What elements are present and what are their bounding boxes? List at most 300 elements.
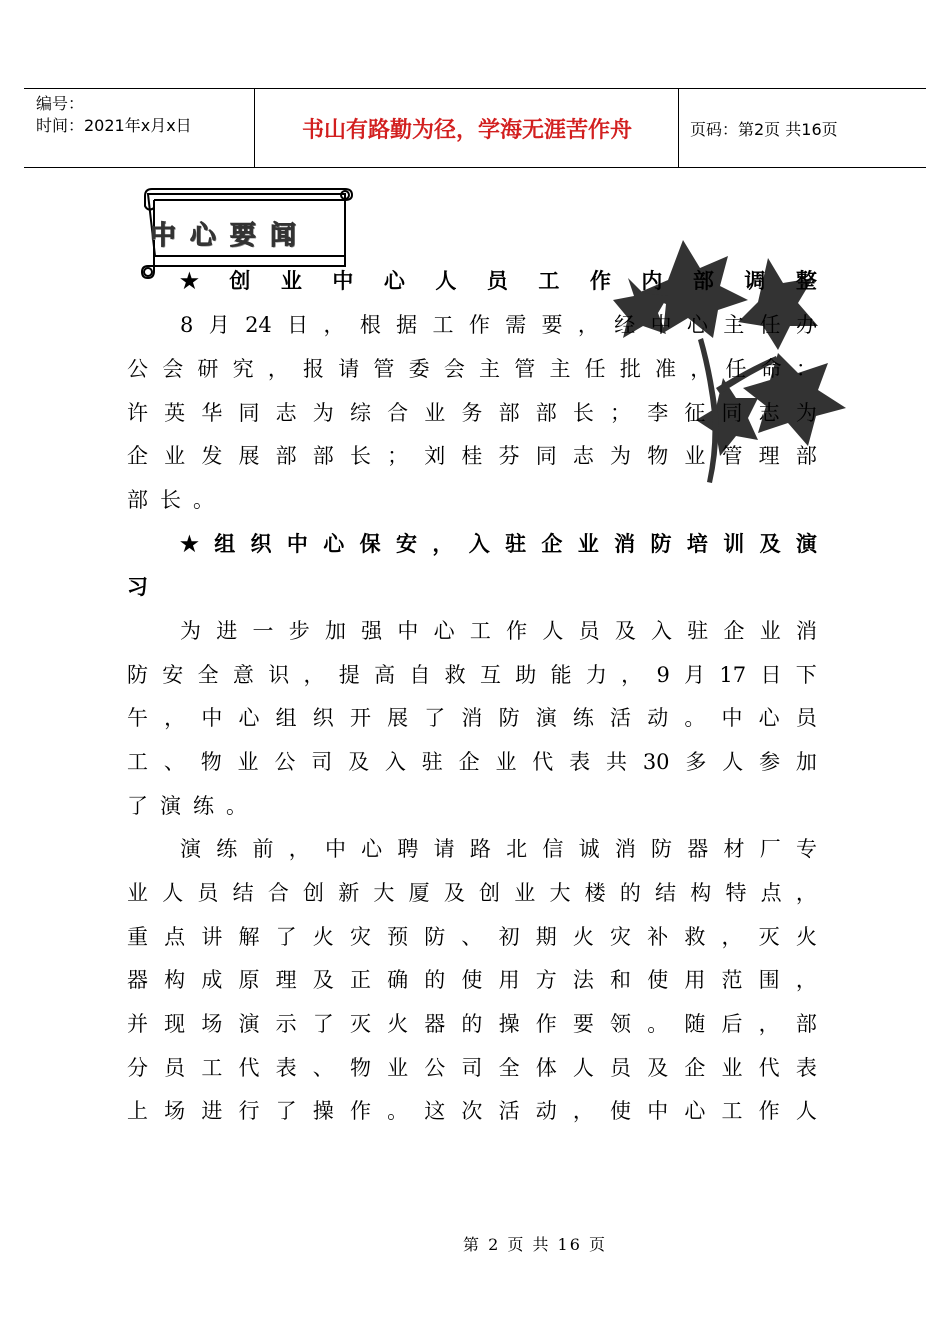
paragraph-line — [127, 485, 817, 515]
text-glyph: 操 — [312, 1099, 334, 1123]
text-glyph: 创 — [479, 881, 501, 905]
text-glyph: 业 — [684, 444, 706, 468]
text-glyph: 路 — [469, 837, 491, 861]
text-glyph: 司 — [311, 750, 333, 774]
text-glyph: 同 — [535, 444, 557, 468]
text-glyph: 期 — [535, 925, 557, 949]
text-glyph: 作 — [758, 1099, 780, 1123]
header-meta — [36, 93, 251, 137]
text-glyph: 结 — [232, 881, 254, 905]
text-glyph: 专 — [795, 837, 817, 861]
text-glyph: 业 — [759, 619, 781, 643]
paragraph-line — [127, 878, 817, 908]
text-glyph: 材 — [723, 837, 745, 861]
text-glyph: 现 — [164, 1012, 186, 1036]
text-glyph: 企 — [684, 1056, 706, 1080]
text-glyph: ， — [432, 531, 454, 556]
text-glyph: 及 — [443, 881, 465, 905]
text-glyph: 工 — [538, 268, 560, 293]
text-glyph: 步 — [288, 619, 310, 643]
text-glyph: 午 — [127, 706, 148, 730]
text-glyph: 这 — [424, 1099, 446, 1123]
paragraph-line — [127, 965, 817, 995]
text-glyph: 及 — [647, 1056, 669, 1080]
text-glyph: 练 — [193, 794, 214, 818]
text-glyph: 作 — [589, 268, 611, 293]
text-glyph: 管 — [721, 444, 743, 468]
text-glyph: 特 — [725, 881, 747, 905]
document-header — [24, 88, 926, 168]
text-glyph: 请 — [433, 837, 455, 861]
heading-staff-adjustment — [180, 266, 817, 296]
text-glyph: 高 — [374, 663, 396, 687]
text-glyph: 业 — [127, 881, 148, 905]
text-glyph: 及 — [348, 750, 370, 774]
page-info: 页码：第2页 共16页 — [690, 119, 838, 139]
text-glyph: 厂 — [759, 837, 781, 861]
text-glyph: 创 — [229, 268, 251, 293]
text-glyph: 业 — [514, 881, 536, 905]
text-glyph: 人 — [572, 1056, 594, 1080]
text-glyph: ， — [267, 357, 289, 381]
text-glyph: 示 — [275, 1012, 297, 1036]
text-glyph: 消 — [614, 531, 636, 556]
text-glyph: ： — [795, 357, 817, 381]
text-glyph: 长 — [349, 444, 371, 468]
paragraph-line — [127, 747, 817, 777]
text-glyph: 大 — [373, 881, 395, 905]
text-glyph: 物 — [200, 750, 222, 774]
text-glyph: 任 — [725, 357, 747, 381]
text-glyph: 加 — [795, 750, 817, 774]
text-glyph: 动 — [535, 1099, 557, 1123]
text-glyph: 经 — [614, 313, 636, 337]
text-glyph: 业 — [495, 750, 517, 774]
text-glyph: 中 — [721, 706, 743, 730]
text-glyph: 驻 — [687, 619, 709, 643]
text-glyph: 演 — [795, 531, 817, 556]
paragraph-line — [127, 922, 817, 952]
text-glyph: 人 — [162, 881, 184, 905]
text-glyph: 后 — [721, 1012, 743, 1036]
text-glyph: 驻 — [505, 531, 527, 556]
text-glyph: 企 — [458, 750, 480, 774]
text-glyph: 动 — [647, 706, 669, 730]
text-glyph: 安 — [395, 531, 417, 556]
heading-fire-drill — [180, 529, 817, 559]
text-glyph: 组 — [214, 531, 236, 556]
text-glyph: 、 — [163, 750, 185, 774]
text-glyph: 任 — [584, 357, 606, 381]
text-glyph: 心 — [686, 313, 708, 337]
text-glyph: 器 — [127, 968, 148, 992]
text-glyph: 方 — [535, 968, 557, 992]
text-glyph: 理 — [758, 444, 780, 468]
paragraph-line — [180, 616, 817, 646]
text-glyph: 批 — [619, 357, 641, 381]
text-glyph: 长 — [160, 488, 181, 512]
text-glyph: 部 — [498, 401, 520, 425]
text-glyph: 部 — [535, 401, 557, 425]
text-glyph: 办 — [795, 313, 817, 337]
text-glyph: 综 — [349, 401, 371, 425]
text-glyph: 主 — [723, 313, 745, 337]
text-glyph: 。 — [647, 1012, 669, 1036]
text-glyph: 大 — [549, 881, 571, 905]
text-glyph: 。 — [193, 488, 214, 512]
text-glyph: 救 — [444, 663, 466, 687]
text-glyph: 志 — [572, 444, 594, 468]
text-glyph: 征 — [684, 401, 706, 425]
text-glyph: 入 — [651, 619, 673, 643]
text-glyph: 志 — [275, 401, 297, 425]
text-glyph: 初 — [498, 925, 520, 949]
text-glyph: 务 — [461, 401, 483, 425]
text-glyph: 能 — [550, 663, 572, 687]
text-glyph: 消 — [461, 706, 483, 730]
text-glyph: 需 — [505, 313, 527, 337]
text-glyph: 的 — [461, 1012, 483, 1036]
text-glyph: 并 — [127, 1012, 148, 1036]
header-divider — [254, 89, 255, 167]
text-glyph: 员 — [164, 1056, 186, 1080]
text-glyph: 使 — [610, 1099, 632, 1123]
text-glyph: 力 — [585, 663, 607, 687]
text-glyph: 任 — [759, 313, 781, 337]
text-glyph: 厦 — [408, 881, 430, 905]
text-glyph: 8 — [180, 313, 194, 337]
text-glyph: 员 — [610, 1056, 632, 1080]
text-glyph: 聘 — [397, 837, 419, 861]
text-glyph: 的 — [619, 881, 641, 905]
text-glyph: 了 — [275, 925, 297, 949]
text-glyph: 同 — [238, 401, 260, 425]
text-glyph: 员 — [197, 881, 219, 905]
text-glyph: 人 — [542, 619, 564, 643]
text-glyph: 共 — [605, 750, 627, 774]
text-glyph: 工 — [201, 1056, 223, 1080]
text-glyph: 消 — [795, 619, 817, 643]
text-glyph: 心 — [758, 706, 780, 730]
text-glyph: 内 — [641, 268, 663, 293]
text-glyph: 全 — [197, 663, 219, 687]
text-glyph: 为 — [610, 444, 632, 468]
text-glyph: 报 — [303, 357, 325, 381]
text-glyph: 。 — [387, 1099, 409, 1123]
text-glyph: 及 — [759, 531, 781, 556]
text-glyph: 演 — [238, 1012, 260, 1036]
text-glyph: ， — [164, 706, 186, 730]
text-glyph: 、 — [461, 925, 483, 949]
text-glyph: 公 — [424, 1056, 446, 1080]
text-glyph: 华 — [201, 401, 223, 425]
text-glyph: 入 — [468, 531, 490, 556]
text-glyph: 识 — [268, 663, 290, 687]
text-glyph: 火 — [795, 925, 817, 949]
text-glyph: 强 — [361, 619, 383, 643]
text-glyph: 心 — [238, 706, 260, 730]
paragraph-line — [127, 1009, 817, 1039]
text-glyph: 人 — [795, 1099, 817, 1123]
text-glyph: 操 — [498, 1012, 520, 1036]
text-glyph: 英 — [164, 401, 186, 425]
text-glyph: 演 — [535, 706, 557, 730]
text-glyph: 范 — [721, 968, 743, 992]
text-glyph: 场 — [164, 1099, 186, 1123]
text-glyph: 中 — [647, 1099, 669, 1123]
text-glyph: 围 — [758, 968, 780, 992]
text-glyph: ， — [303, 663, 325, 687]
number-label: 编号： — [36, 94, 85, 113]
text-glyph: 点 — [760, 881, 782, 905]
text-glyph: 确 — [387, 968, 409, 992]
text-glyph: 中 — [332, 268, 354, 293]
text-glyph: 心 — [433, 619, 455, 643]
text-glyph: 预 — [387, 925, 409, 949]
text-glyph: 开 — [349, 706, 371, 730]
text-glyph: 长 — [572, 401, 594, 425]
text-glyph: 提 — [338, 663, 360, 687]
text-glyph: 桂 — [461, 444, 483, 468]
text-glyph: 业 — [577, 531, 599, 556]
text-glyph: 参 — [759, 750, 781, 774]
text-glyph: 展 — [238, 444, 260, 468]
text-glyph: ， — [621, 663, 643, 687]
paragraph-line — [127, 398, 817, 428]
text-glyph: ， — [288, 837, 310, 861]
text-glyph: 下 — [795, 663, 817, 687]
text-glyph: 业 — [237, 750, 259, 774]
text-glyph: 心 — [323, 531, 345, 556]
text-glyph: 月 — [684, 663, 706, 687]
text-glyph: 部 — [275, 444, 297, 468]
text-glyph: 委 — [408, 357, 430, 381]
text-glyph: 日 — [760, 663, 782, 687]
paragraph-line — [127, 1096, 817, 1126]
text-glyph: 活 — [498, 1099, 520, 1123]
text-glyph: 中 — [397, 619, 419, 643]
text-glyph: ★ — [180, 268, 199, 293]
text-glyph: 活 — [610, 706, 632, 730]
text-glyph: 会 — [162, 357, 184, 381]
text-glyph: 法 — [572, 968, 594, 992]
text-glyph: 业 — [280, 268, 302, 293]
text-glyph: 公 — [274, 750, 296, 774]
text-glyph: 灭 — [758, 925, 780, 949]
text-glyph: 作 — [506, 619, 528, 643]
text-glyph: ， — [572, 1099, 594, 1123]
text-glyph: 工 — [721, 1099, 743, 1123]
text-glyph: 一 — [252, 619, 274, 643]
text-glyph: 工 — [127, 750, 148, 774]
paragraph-line — [180, 834, 817, 864]
text-glyph: 入 — [384, 750, 406, 774]
text-glyph: 了 — [275, 1099, 297, 1123]
text-glyph: 业 — [164, 444, 186, 468]
motto: 书山有路勤为径，学海无涯苦作舟 — [301, 117, 632, 143]
paragraph-line — [180, 310, 817, 340]
text-glyph: 体 — [535, 1056, 557, 1080]
text-glyph: 部 — [795, 1012, 817, 1036]
text-glyph: 自 — [409, 663, 431, 687]
text-glyph: 业 — [424, 401, 446, 425]
paragraph-line — [127, 1053, 817, 1083]
text-glyph: 人 — [722, 750, 744, 774]
text-glyph: 合 — [387, 401, 409, 425]
banner-title: 中心要闻 — [150, 221, 311, 251]
text-glyph: 心 — [684, 1099, 706, 1123]
text-glyph: 志 — [758, 401, 780, 425]
text-glyph: 场 — [201, 1012, 223, 1036]
text-glyph: 火 — [572, 925, 594, 949]
text-glyph: 驻 — [421, 750, 443, 774]
text-glyph: 。 — [226, 794, 247, 818]
text-glyph: 助 — [515, 663, 537, 687]
text-glyph: 管 — [373, 357, 395, 381]
text-glyph: 组 — [275, 706, 297, 730]
text-glyph: 心 — [361, 837, 383, 861]
text-glyph: 分 — [127, 1056, 148, 1080]
text-glyph: 了 — [127, 794, 148, 818]
text-glyph: 使 — [647, 968, 669, 992]
text-glyph: ； — [610, 401, 632, 425]
text-glyph: 互 — [479, 663, 501, 687]
text-glyph: 全 — [498, 1056, 520, 1080]
text-glyph: 防 — [650, 531, 672, 556]
text-glyph: 织 — [312, 706, 334, 730]
text-glyph: 演 — [160, 794, 181, 818]
text-glyph: 要 — [541, 313, 563, 337]
text-glyph: 李 — [647, 401, 669, 425]
text-glyph: 构 — [690, 881, 712, 905]
text-glyph: 了 — [312, 1012, 334, 1036]
text-glyph: 主 — [479, 357, 501, 381]
text-glyph: 部 — [127, 488, 148, 512]
text-glyph: 据 — [396, 313, 418, 337]
text-glyph: ， — [795, 881, 817, 905]
text-glyph: 同 — [721, 401, 743, 425]
text-glyph: 结 — [655, 881, 677, 905]
paragraph-line — [127, 441, 817, 471]
text-glyph: 命 — [760, 357, 782, 381]
text-glyph: 了 — [424, 706, 446, 730]
text-glyph: 次 — [461, 1099, 483, 1123]
text-glyph: 防 — [424, 925, 446, 949]
text-glyph: 和 — [610, 968, 632, 992]
text-glyph: 诚 — [578, 837, 600, 861]
text-glyph: 作 — [535, 1012, 557, 1036]
text-glyph: 作 — [349, 1099, 371, 1123]
text-glyph: 多 — [685, 750, 707, 774]
text-glyph: 中 — [324, 837, 346, 861]
text-glyph: 要 — [572, 1012, 594, 1036]
text-glyph: 许 — [127, 401, 148, 425]
text-glyph: 保 — [359, 531, 381, 556]
text-glyph: 业 — [721, 1056, 743, 1080]
text-glyph: 月 — [208, 313, 230, 337]
text-glyph: 部 — [795, 444, 817, 468]
text-glyph: 9 — [656, 663, 670, 687]
text-glyph: 发 — [201, 444, 223, 468]
text-glyph: 为 — [180, 619, 201, 643]
text-glyph: 解 — [238, 925, 260, 949]
text-glyph: 管 — [514, 357, 536, 381]
text-glyph: ， — [690, 357, 712, 381]
text-glyph: 进 — [201, 1099, 223, 1123]
text-glyph: 习 — [127, 574, 148, 599]
text-glyph: 主 — [549, 357, 571, 381]
paragraph-line — [127, 791, 817, 821]
text-glyph: 17 — [719, 663, 747, 687]
text-glyph: 训 — [723, 531, 745, 556]
text-glyph: 、 — [312, 1056, 334, 1080]
text-glyph: 企 — [723, 619, 745, 643]
text-glyph: ， — [795, 968, 817, 992]
text-glyph: 企 — [127, 444, 148, 468]
text-glyph: 安 — [162, 663, 184, 687]
text-glyph: 火 — [387, 1012, 409, 1036]
text-glyph: 作 — [468, 313, 490, 337]
text-glyph: 灭 — [349, 1012, 371, 1036]
text-glyph: 员 — [578, 619, 600, 643]
text-glyph: 及 — [614, 619, 636, 643]
page-footer: 第 2 页 共 16 页 — [463, 1235, 607, 1254]
text-glyph: 整 — [795, 268, 817, 293]
text-glyph: 根 — [359, 313, 381, 337]
text-glyph: 意 — [232, 663, 254, 687]
text-glyph: 器 — [687, 837, 709, 861]
text-glyph: 请 — [338, 357, 360, 381]
text-glyph: 企 — [541, 531, 563, 556]
text-glyph: 展 — [387, 706, 409, 730]
text-glyph: 代 — [532, 750, 554, 774]
text-glyph: 织 — [250, 531, 272, 556]
text-glyph: 随 — [684, 1012, 706, 1036]
text-glyph: 芬 — [498, 444, 520, 468]
text-glyph: ， — [577, 313, 599, 337]
text-glyph: 业 — [387, 1056, 409, 1080]
text-glyph: 员 — [486, 268, 508, 293]
text-glyph: 物 — [349, 1056, 371, 1080]
text-glyph: 演 — [180, 837, 201, 861]
text-glyph: ， — [758, 1012, 780, 1036]
text-glyph: 中 — [201, 706, 223, 730]
text-glyph: 练 — [572, 706, 594, 730]
text-glyph: 防 — [498, 706, 520, 730]
text-glyph: 北 — [506, 837, 528, 861]
text-glyph: 工 — [469, 619, 491, 643]
paragraph-line — [127, 354, 817, 384]
text-glyph: 器 — [424, 1012, 446, 1036]
text-glyph: 刘 — [424, 444, 446, 468]
paragraph-line — [127, 703, 817, 733]
text-glyph: ； — [387, 444, 409, 468]
text-glyph: 点 — [164, 925, 186, 949]
text-glyph: 工 — [432, 313, 454, 337]
time-label: 时间：2021年x月x日 — [36, 116, 192, 135]
text-glyph: 构 — [164, 968, 186, 992]
text-glyph: ， — [721, 925, 743, 949]
text-glyph: 灾 — [349, 925, 371, 949]
text-glyph: 的 — [424, 968, 446, 992]
text-glyph: 上 — [127, 1099, 148, 1123]
text-glyph: 准 — [655, 357, 677, 381]
text-glyph: 究 — [232, 357, 254, 381]
text-glyph: 重 — [127, 925, 148, 949]
text-glyph: 部 — [692, 268, 714, 293]
text-glyph: 研 — [197, 357, 219, 381]
text-glyph: 火 — [312, 925, 334, 949]
